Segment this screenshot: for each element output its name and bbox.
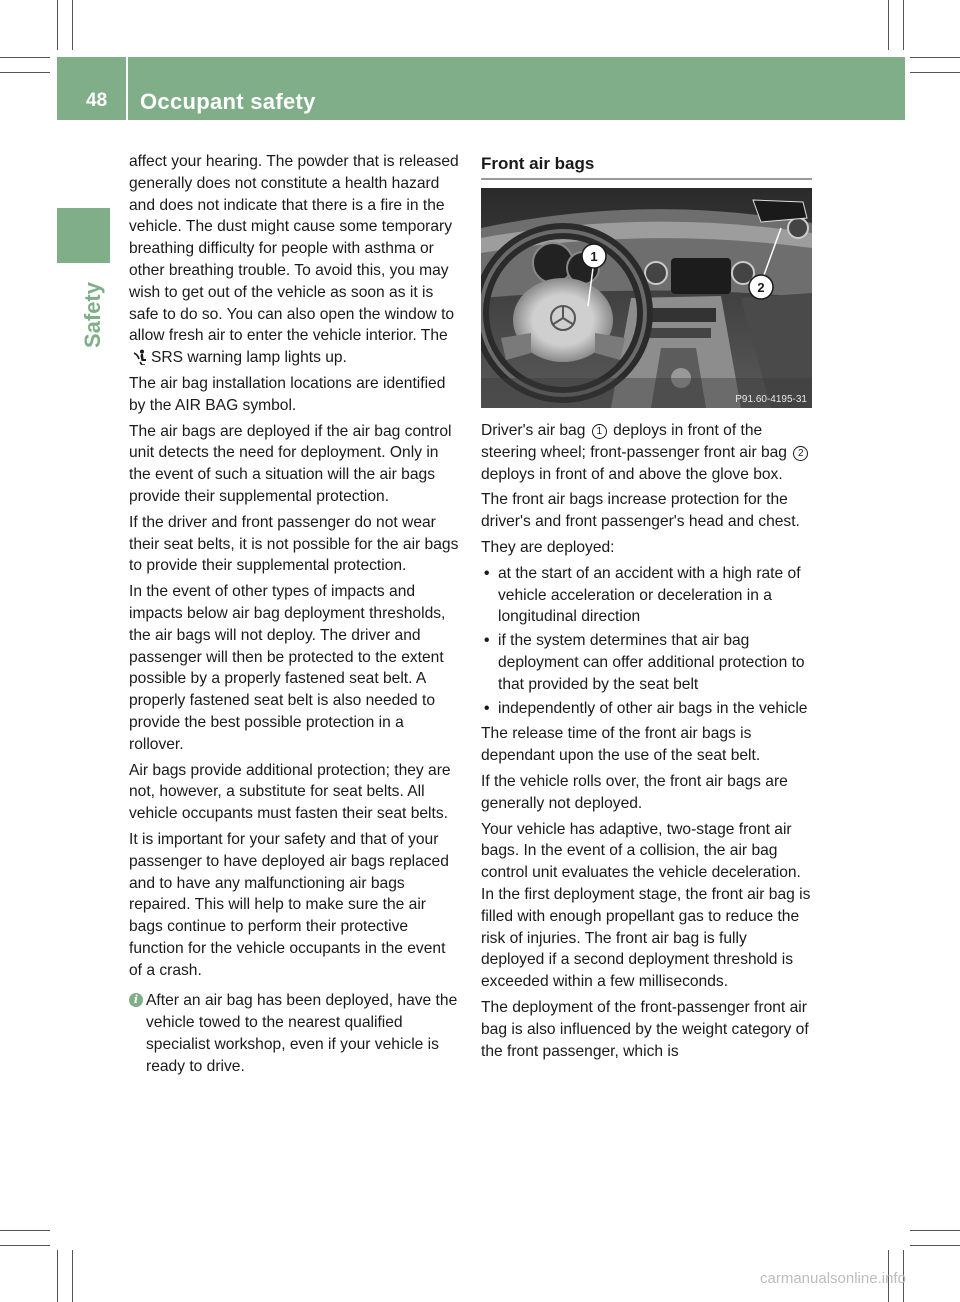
section-heading: Front air bags bbox=[481, 154, 595, 173]
srs-warning-icon bbox=[132, 349, 148, 365]
crop-mark bbox=[57, 1250, 58, 1302]
callout-ref-1: 1 bbox=[592, 424, 607, 439]
left-column bbox=[129, 151, 461, 1078]
info-icon: i bbox=[129, 993, 143, 1007]
list-item: • independently of other air bags in the vehicle bbox=[481, 698, 813, 720]
crop-mark bbox=[0, 72, 50, 73]
paragraph: The deployment of the front-passenger front air bag is also influenced by the weight category of the front passenger, which is bbox=[481, 998, 809, 1060]
paragraph: The air bag installation locations are identified by the AIR BAG symbol. bbox=[129, 374, 446, 414]
paragraph: affect your hearing. The powder that is released generally does not constitute a health hazard and does not indicate that there is a fire in the vehicle. The dust might cause some temporary breathing difficulty for people with asthma or other breathing trouble. To avoid this, you may wish to get out of the vehicle as soon as it is safe to do so. You can also open the window to allow fresh air to enter the vehicle interior. TheSRS warning lamp lights up. bbox=[129, 153, 459, 367]
callout-1: 1 bbox=[590, 249, 598, 264]
paragraph: The front air bags increase protection for the driver's and front passenger's head and chest. bbox=[481, 491, 800, 531]
paragraph: If the driver and front passenger do not wear their seat belts, it is not possible for the air bags to provide their supplemental protection. bbox=[129, 513, 459, 575]
info-note-text: After an air bag has been deployed, have the vehicle towed to the nearest qualified specialist workshop, even if your vehicle is ready to drive. bbox=[146, 992, 458, 1075]
crop-mark bbox=[0, 1245, 50, 1246]
list-item: • if the system determines that air bag deployment can offer additional protection to that provided by the seat belt bbox=[481, 630, 813, 695]
dashboard-airbag-figure bbox=[481, 188, 812, 408]
crop-mark bbox=[910, 57, 960, 58]
section-rule bbox=[481, 178, 812, 180]
crop-mark bbox=[57, 0, 58, 50]
callout-2: 2 bbox=[757, 280, 765, 295]
crop-mark bbox=[72, 0, 73, 50]
side-tab-label: Safety bbox=[80, 282, 105, 349]
figure-code: P91.60-4195-31 bbox=[735, 394, 807, 405]
paragraph: The release time of the front air bags is dependant upon the use of the seat belt. bbox=[481, 725, 761, 765]
callout-ref-2: 2 bbox=[793, 446, 808, 461]
header-divider bbox=[126, 57, 128, 120]
crop-mark bbox=[903, 0, 904, 50]
deployment-list bbox=[481, 563, 813, 720]
paragraph: In the event of other types of impacts and impacts below air bag deployment thresholds, the air bags will not deploy. The driver and passenger will then be protected to the extent possible by a properly fastened seat belt. A properly fastened seat belt is also needed to provide the best possible protection in a rollover. bbox=[129, 583, 446, 753]
page-number: 48 bbox=[86, 90, 108, 111]
crop-mark bbox=[888, 0, 889, 50]
crop-mark bbox=[910, 1230, 960, 1231]
side-tab-block bbox=[57, 208, 110, 263]
figure-caption: Driver's air bag 1 deploys in front of the steering wheel; front-passenger front air bag 2 deploys in front of and above the glove box. bbox=[481, 420, 813, 485]
paragraph: Your vehicle has adaptive, two-stage front air bags. In the event of a collision, the air bag control unit evaluates the vehicle deceleration. In the first deployment stage, the front air bag is filled with enough propellant gas to reduce the risk of injuries. The front air bag is fully deployed if a second deployment threshold is exceeded within a few milliseconds. bbox=[481, 820, 811, 991]
paragraph: Air bags provide additional protection; they are not, however, a substitute for seat belts. All vehicle occupants must fasten their seat belts. bbox=[129, 761, 451, 823]
info-note bbox=[129, 990, 461, 1077]
crop-mark bbox=[72, 1250, 73, 1302]
paragraph: If the vehicle rolls over, the front air bags are generally not deployed. bbox=[481, 772, 788, 812]
crop-mark bbox=[910, 72, 960, 73]
paragraph: The air bags are deployed if the air bag control unit detects the need for deployment. Only in the event of such a situation will the air bags provide their supplemental protection. bbox=[129, 422, 452, 505]
right-column bbox=[481, 420, 813, 1066]
crop-mark bbox=[0, 57, 50, 58]
crop-mark bbox=[910, 1245, 960, 1246]
watermark: carmanualsonline.info bbox=[760, 1270, 906, 1287]
page-title: Occupant safety bbox=[140, 89, 316, 114]
list-item: • at the start of an accident with a high rate of vehicle acceleration or deceleration in a longitudinal direction bbox=[481, 563, 813, 628]
crop-mark bbox=[0, 1230, 50, 1231]
paragraph: They are deployed: bbox=[481, 538, 615, 556]
paragraph: It is important for your safety and that of your passenger to have deployed air bags replaced and to have any malfunctioning air bags repaired. This will help to make sure the air bags continue to perform their protective function for the vehicle occupants in the event of a crash. bbox=[129, 830, 449, 979]
